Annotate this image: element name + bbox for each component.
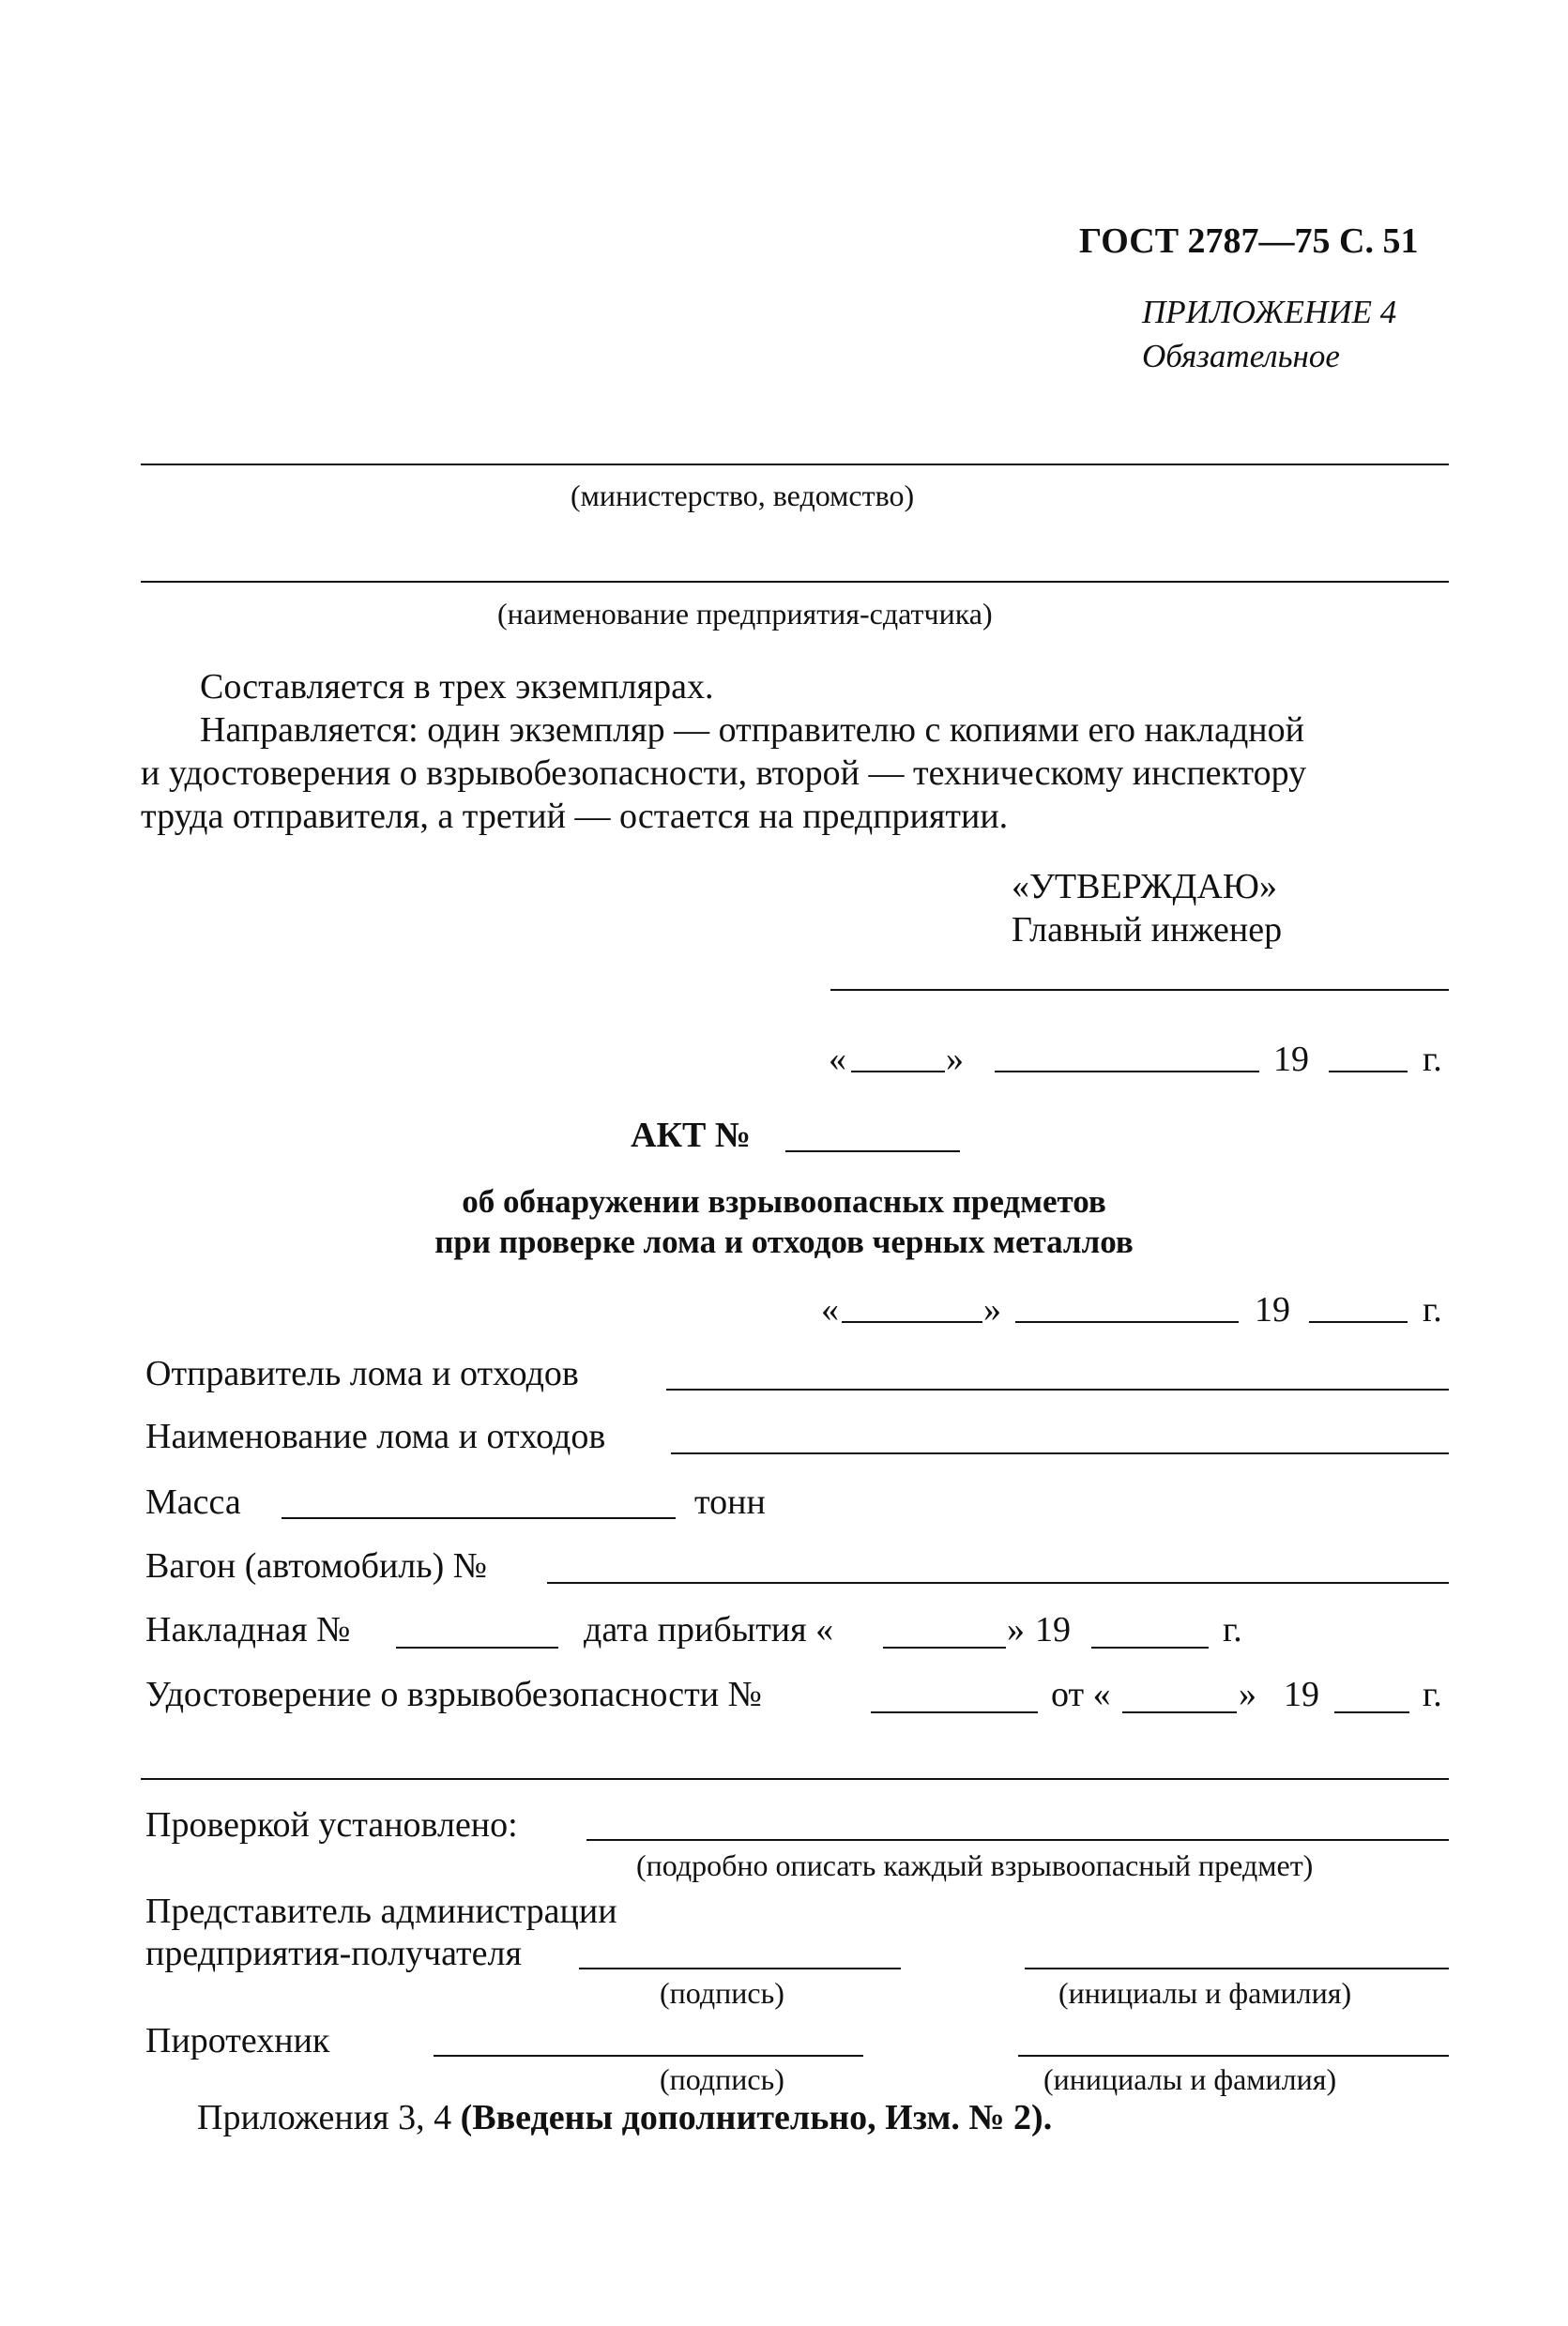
inspection-label: Проверкой установлено: <box>145 1805 518 1845</box>
arrival-century: 19 <box>1035 1610 1071 1649</box>
certificate-year-line[interactable] <box>1334 1711 1409 1713</box>
inspection-field-line[interactable] <box>586 1839 1449 1841</box>
certificate-century: 19 <box>1284 1675 1319 1714</box>
footnote-amendment: (Введены дополнительно, Изм. № 2). <box>460 2098 1053 2137</box>
representative-label-1: Представитель администрации <box>145 1892 617 1931</box>
waybill-label: Накладная № <box>145 1610 351 1649</box>
intro-line-1: Составляется в трех экземплярах. <box>200 667 714 707</box>
pyrotechnician-signature-caption: (подпись) <box>660 2062 784 2096</box>
intro-line-4: труда отправителя, а третий — остается на предприятии. <box>141 797 1009 836</box>
certificate-year-suffix: г. <box>1423 1675 1442 1714</box>
ministry-caption: (министерство, ведомство) <box>571 479 915 512</box>
act-number-line[interactable] <box>785 1150 960 1152</box>
pyrotechnician-label: Пиротехник <box>145 2021 330 2060</box>
scrap-name-field-line[interactable] <box>671 1452 1449 1454</box>
approval-day-line[interactable] <box>851 1071 945 1072</box>
sender-label: Отправитель лома и отходов <box>145 1354 579 1393</box>
doc-reference: ГОСТ 2787—75 С. 51 <box>1079 221 1419 261</box>
approval-date-open-quote: « <box>829 1040 846 1079</box>
footnote-prefix: Приложения 3, 4 <box>197 2098 461 2137</box>
arrival-label: дата прибытия « <box>584 1610 834 1649</box>
approval-signature-line[interactable] <box>830 989 1449 991</box>
blank-field-line[interactable] <box>141 1778 1449 1780</box>
inspection-caption: (подробно описать каждый взрывоопасный предмет) <box>636 1848 1314 1882</box>
pyrotechnician-name-line[interactable] <box>1018 2055 1449 2057</box>
appendix-status: Обязательное <box>1142 338 1340 374</box>
approval-year-suffix: г. <box>1423 1040 1442 1079</box>
act-subtitle-1: об обнаружении взрывоопасных предметов <box>462 1183 1106 1220</box>
certificate-number-line[interactable] <box>871 1711 1038 1713</box>
intro-line-2: Направляется: один экземпляр — отправителю с копиями его накладной <box>200 710 1304 750</box>
certificate-from-label: от « <box>1051 1675 1111 1714</box>
mass-unit: тонн <box>694 1482 766 1522</box>
intro-line-3: и удостоверения о взрывобезопасности, второй — техническому инспектору <box>141 753 1307 793</box>
representative-signature-caption: (подпись) <box>660 1976 784 2010</box>
approval-title: «УТВЕРЖДАЮ» <box>1012 867 1277 906</box>
arrival-day-line[interactable] <box>883 1647 1006 1649</box>
act-number-label: АКТ № <box>631 1116 752 1155</box>
pyrotechnician-signature-line[interactable] <box>434 2055 863 2057</box>
arrival-close-quote: » <box>1007 1610 1025 1649</box>
ministry-field-line[interactable] <box>141 464 1449 465</box>
certificate-label: Удостоверение о взрывобезопасности № <box>145 1675 762 1714</box>
representative-name-caption: (инициалы и фамилия) <box>1058 1976 1352 2010</box>
approval-position: Главный инженер <box>1012 910 1283 950</box>
act-date-close-quote: » <box>983 1290 1001 1330</box>
representative-signature-line[interactable] <box>579 1968 901 1969</box>
mass-field-line[interactable] <box>282 1517 676 1519</box>
act-year-suffix: г. <box>1423 1290 1442 1330</box>
enterprise-caption: (наименование предприятия-сдатчика) <box>497 597 993 631</box>
wagon-field-line[interactable] <box>547 1582 1449 1584</box>
certificate-day-line[interactable] <box>1122 1711 1237 1713</box>
approval-year-line[interactable] <box>1329 1071 1408 1072</box>
pyrotechnician-name-caption: (инициалы и фамилия) <box>1043 2062 1337 2096</box>
arrival-year-suffix: г. <box>1223 1610 1242 1649</box>
approval-century: 19 <box>1273 1040 1309 1079</box>
certificate-close-quote: » <box>1239 1675 1256 1714</box>
scrap-name-label: Наименование лома и отходов <box>145 1417 606 1456</box>
sender-field-line[interactable] <box>666 1389 1449 1391</box>
representative-label-2: предприятия-получателя <box>145 1934 522 1973</box>
act-year-line[interactable] <box>1309 1321 1408 1323</box>
mass-label: Масса <box>145 1482 241 1522</box>
arrival-year-line[interactable] <box>1091 1647 1209 1649</box>
representative-name-line[interactable] <box>1025 1968 1449 1969</box>
act-day-line[interactable] <box>842 1321 982 1323</box>
approval-date-close-quote: » <box>946 1040 964 1079</box>
act-month-line[interactable] <box>1015 1321 1239 1323</box>
act-century: 19 <box>1255 1290 1290 1330</box>
act-date-open-quote: « <box>821 1290 839 1330</box>
waybill-number-line[interactable] <box>396 1647 558 1649</box>
approval-month-line[interactable] <box>995 1071 1259 1072</box>
wagon-label: Вагон (автомобиль) № <box>145 1546 488 1586</box>
act-subtitle-2: при проверке лома и отходов черных металлов <box>434 1224 1134 1260</box>
appendix-title: ПРИЛОЖЕНИЕ 4 <box>1142 294 1397 330</box>
enterprise-field-line[interactable] <box>141 581 1449 583</box>
footnote <box>197 2100 1052 2136</box>
